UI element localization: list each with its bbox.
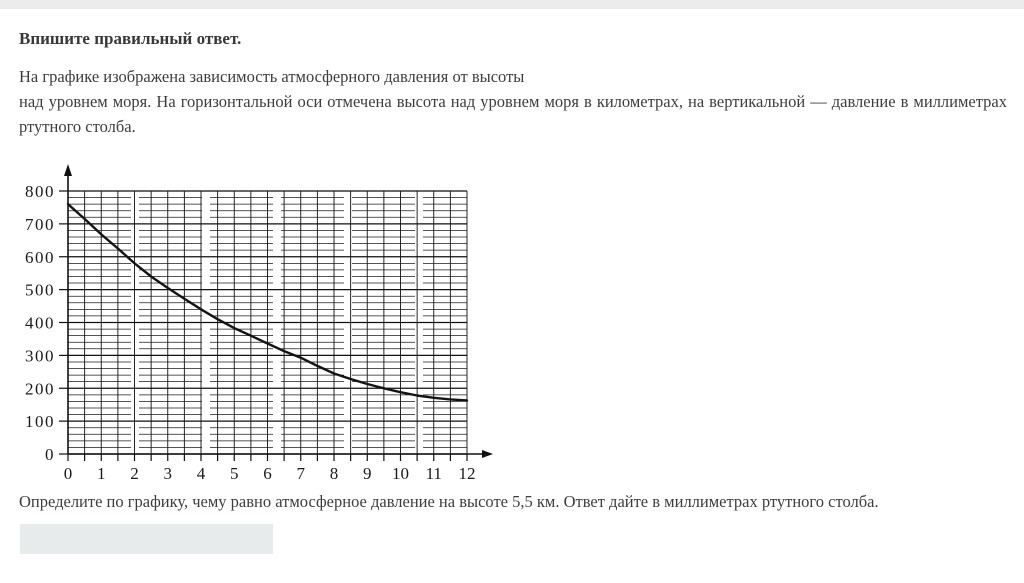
- svg-text:12: 12: [458, 464, 476, 483]
- svg-text:700: 700: [25, 214, 55, 234]
- svg-text:11: 11: [425, 464, 442, 483]
- svg-text:300: 300: [25, 346, 55, 366]
- svg-text:800: 800: [25, 182, 55, 201]
- task-description-line-1: На графике изображена зависимость атмосферного давления от высоты: [19, 67, 525, 86]
- svg-text:5: 5: [230, 464, 239, 483]
- page-title: Впишите правильный ответ.: [19, 29, 242, 48]
- svg-text:6: 6: [263, 464, 272, 483]
- question-text: Определите по графику, чему равно атмосферное давление на высоте 5,5 км. Ответ дайте в миллиметрах ртутного столба.: [19, 492, 879, 511]
- pressure-altitude-chart-container: [0, 160, 500, 500]
- svg-text:200: 200: [25, 379, 55, 399]
- top-bar: [0, 0, 1024, 9]
- svg-text:0: 0: [45, 445, 55, 464]
- task-description-rest: над уровнем моря. На горизонтальной оси отмечена высота над уровнем моря в километрах, на вертикальной — давление в миллиметрах ртутного столба.: [19, 92, 1007, 136]
- svg-text:2: 2: [130, 464, 139, 483]
- pressure-altitude-chart: [0, 160, 500, 500]
- svg-text:9: 9: [363, 464, 372, 483]
- svg-text:8: 8: [329, 464, 339, 483]
- task-description: [19, 64, 1007, 139]
- svg-text:500: 500: [25, 280, 55, 300]
- answer-input[interactable]: [20, 524, 273, 554]
- svg-text:10: 10: [392, 464, 409, 483]
- svg-text:400: 400: [25, 313, 55, 333]
- svg-text:4: 4: [196, 464, 206, 483]
- svg-text:600: 600: [25, 247, 55, 267]
- svg-text:7: 7: [296, 464, 305, 483]
- svg-text:0: 0: [63, 464, 73, 483]
- svg-text:100: 100: [25, 412, 55, 432]
- svg-text:3: 3: [163, 464, 172, 483]
- svg-text:1: 1: [97, 464, 106, 483]
